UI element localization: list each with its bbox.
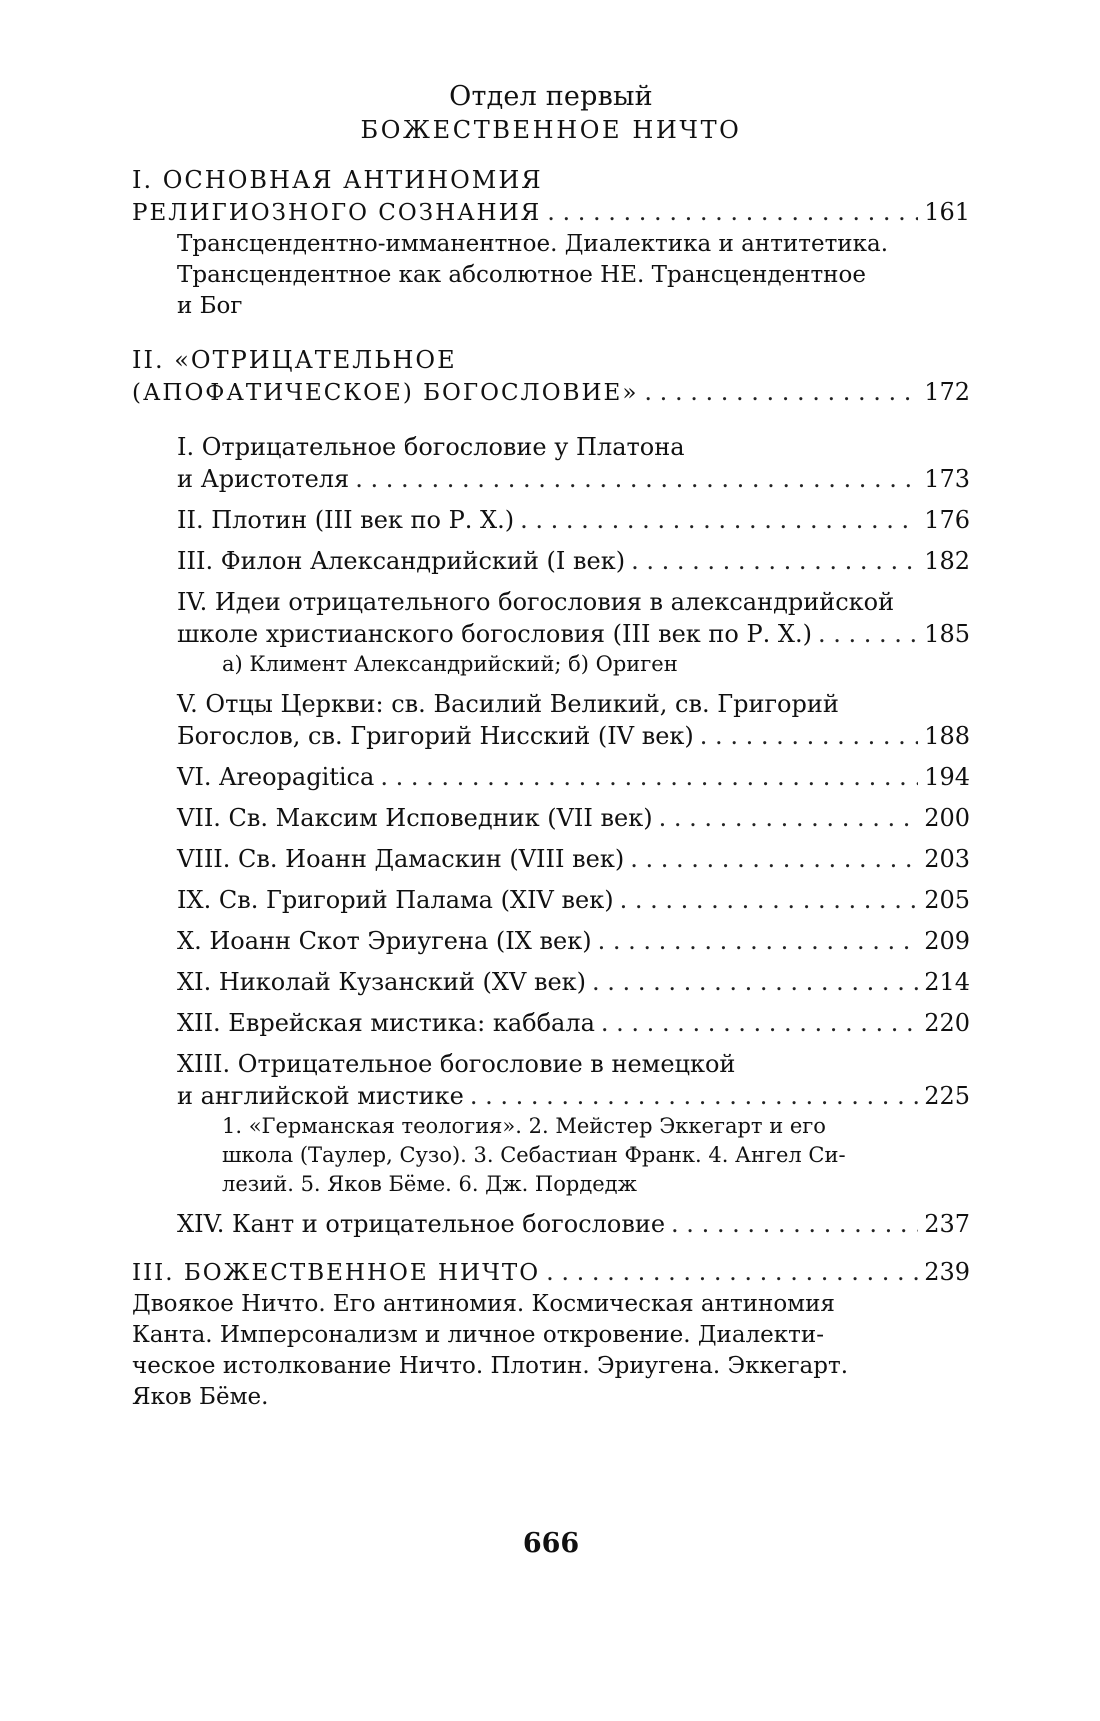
dot-leader bbox=[547, 196, 918, 228]
chapter-1-title-line2: РЕЛИГИОЗНОГО СОЗНАНИЯ bbox=[132, 200, 542, 226]
entry-title-line: и английской мистике bbox=[177, 1082, 464, 1110]
page-ref: 161 bbox=[924, 198, 970, 226]
page-ref: 172 bbox=[924, 378, 970, 406]
toc-entry bbox=[177, 1208, 970, 1240]
page-ref: 214 bbox=[924, 968, 970, 996]
subtopic-line: школа (Таулер, Сузо). 3. Себастиан Франк. 4. Ангел Си- bbox=[222, 1143, 846, 1167]
entry-title: X. Иоанн Скот Эриугена (IX век) bbox=[177, 927, 592, 955]
dot-leader bbox=[601, 1007, 918, 1039]
page-ref: 194 bbox=[924, 763, 970, 791]
entry-subtopics: а) Климент Александрийский; б) Ориген bbox=[222, 652, 678, 676]
page-number: 666 bbox=[522, 1528, 580, 1559]
page-ref: 203 bbox=[924, 845, 970, 873]
page-ref: 239 bbox=[924, 1258, 970, 1286]
toc-entry bbox=[177, 802, 970, 834]
entry-title-line: IV. Идеи отрицательного богословия в александрийской bbox=[177, 588, 895, 616]
page-ref: 173 bbox=[924, 465, 970, 493]
toc-entry bbox=[177, 925, 970, 957]
page-ref: 209 bbox=[924, 927, 970, 955]
toc-entry bbox=[177, 843, 970, 875]
toc-entry bbox=[177, 545, 970, 577]
entry-title: XI. Николай Кузанский (XV век) bbox=[177, 968, 587, 996]
summary-line: Трансцендентно-имманентное. Диалектика и антитетика. bbox=[177, 231, 889, 257]
toc-line bbox=[132, 196, 970, 229]
toc-chapter-1 bbox=[132, 164, 970, 322]
chapter-1-summary bbox=[177, 229, 970, 322]
toc-chapter-2 bbox=[132, 344, 970, 409]
dot-leader bbox=[659, 802, 919, 834]
toc-line bbox=[177, 618, 970, 650]
toc-line bbox=[177, 1080, 970, 1112]
toc-entry bbox=[177, 688, 970, 752]
toc-entry bbox=[177, 1007, 970, 1039]
dot-leader bbox=[818, 618, 918, 650]
toc-entry bbox=[177, 1048, 970, 1199]
dot-leader bbox=[598, 925, 919, 957]
summary-line: ческое истолкование Ничто. Плотин. Эриугена. Эккегарт. bbox=[132, 1353, 848, 1379]
chapter-3-summary bbox=[132, 1289, 970, 1413]
chapter-2-title-line2: (АПОФАТИЧЕСКОЕ) БОГОСЛОВИЕ» bbox=[132, 380, 639, 406]
toc-line bbox=[177, 463, 970, 495]
entry-title-line: XIII. Отрицательное богословие в немецкой bbox=[177, 1050, 736, 1078]
toc-entry bbox=[177, 884, 970, 916]
dot-leader bbox=[380, 761, 918, 793]
table-of-contents bbox=[132, 80, 970, 1559]
entry-title: IX. Св. Григорий Палама (XIV век) bbox=[177, 886, 614, 914]
entry-title-line: V. Отцы Церкви: св. Василий Великий, св. Григорий bbox=[177, 690, 839, 718]
summary-line: и Бог bbox=[177, 293, 243, 319]
chapter-2-title-line1: II. «ОТРИЦАТЕЛЬНОЕ bbox=[132, 346, 457, 374]
entry-title-line: I. Отрицательное богословие у Платона bbox=[177, 433, 685, 461]
summary-line: Яков Бёме. bbox=[132, 1384, 269, 1410]
page-ref: 182 bbox=[924, 547, 970, 575]
summary-line: Трансцендентное как абсолютное НЕ. Трансцендентное bbox=[177, 262, 866, 288]
page-ref: 225 bbox=[924, 1082, 970, 1110]
toc-line bbox=[132, 1256, 970, 1289]
toc-entry bbox=[177, 761, 970, 793]
page-ref: 188 bbox=[924, 722, 970, 750]
toc-entry bbox=[177, 504, 970, 536]
entry-title: VII. Св. Максим Исповедник (VII век) bbox=[177, 804, 653, 832]
entry-title: III. Филон Александрийский (I век) bbox=[177, 547, 626, 575]
dot-leader bbox=[546, 1256, 918, 1288]
page-ref: 200 bbox=[924, 804, 970, 832]
entry-title: VIII. Св. Иоанн Дамаскин (VIII век) bbox=[177, 845, 625, 873]
page-ref: 176 bbox=[924, 506, 970, 534]
toc-line bbox=[177, 720, 970, 752]
dot-leader bbox=[520, 504, 918, 536]
toc-entry bbox=[177, 431, 970, 495]
page-ref: 205 bbox=[924, 886, 970, 914]
chapter-1-title-line1: I. ОСНОВНАЯ АНТИНОМИЯ bbox=[132, 166, 543, 194]
dot-leader bbox=[630, 843, 918, 875]
entry-title-line: Богослов, св. Григорий Нисский (IV век) bbox=[177, 722, 694, 750]
toc-line bbox=[132, 376, 970, 409]
entry-subtopics bbox=[222, 1112, 970, 1199]
section-label: Отдел первый bbox=[449, 81, 653, 112]
summary-line: Канта. Имперсонализм и личное откровение. Диалекти- bbox=[132, 1322, 824, 1348]
dot-leader bbox=[644, 376, 918, 408]
toc-entry bbox=[177, 966, 970, 998]
page-ref: 237 bbox=[924, 1210, 970, 1238]
entry-title: II. Плотин (III век по Р. Х.) bbox=[177, 506, 515, 534]
summary-line: Двоякое Ничто. Его антиномия. Космическая антиномия bbox=[132, 1291, 835, 1317]
dot-leader bbox=[700, 720, 918, 752]
page-ref: 220 bbox=[924, 1009, 970, 1037]
entry-title-line: школе христианского богословия (III век по Р. Х.) bbox=[177, 620, 812, 648]
dot-leader bbox=[355, 463, 918, 495]
entry-title: XII. Еврейская мистика: каббала bbox=[177, 1009, 595, 1037]
toc-entry bbox=[177, 586, 970, 679]
section-title: БОЖЕСТВЕННОЕ НИЧТО bbox=[360, 116, 742, 144]
subtopic-line: 1. «Германская теология». 2. Мейстер Эккегарт и его bbox=[222, 1114, 826, 1138]
dot-leader bbox=[671, 1208, 918, 1240]
dot-leader bbox=[470, 1080, 918, 1112]
chapter-2-subsections bbox=[177, 431, 970, 1240]
entry-title: VI. Areopagitica bbox=[177, 763, 375, 791]
dot-leader bbox=[631, 545, 918, 577]
toc-chapter-3 bbox=[132, 1256, 970, 1413]
dot-leader bbox=[592, 966, 918, 998]
subtopic-line: лезий. 5. Яков Бёме. 6. Дж. Пордедж bbox=[222, 1172, 637, 1196]
page-ref: 185 bbox=[924, 620, 970, 648]
chapter-3-title: III. БОЖЕСТВЕННОЕ НИЧТО bbox=[132, 1260, 541, 1286]
entry-title-line: и Аристотеля bbox=[177, 465, 350, 493]
entry-title: XIV. Кант и отрицательное богословие bbox=[177, 1210, 666, 1238]
dot-leader bbox=[620, 884, 919, 916]
